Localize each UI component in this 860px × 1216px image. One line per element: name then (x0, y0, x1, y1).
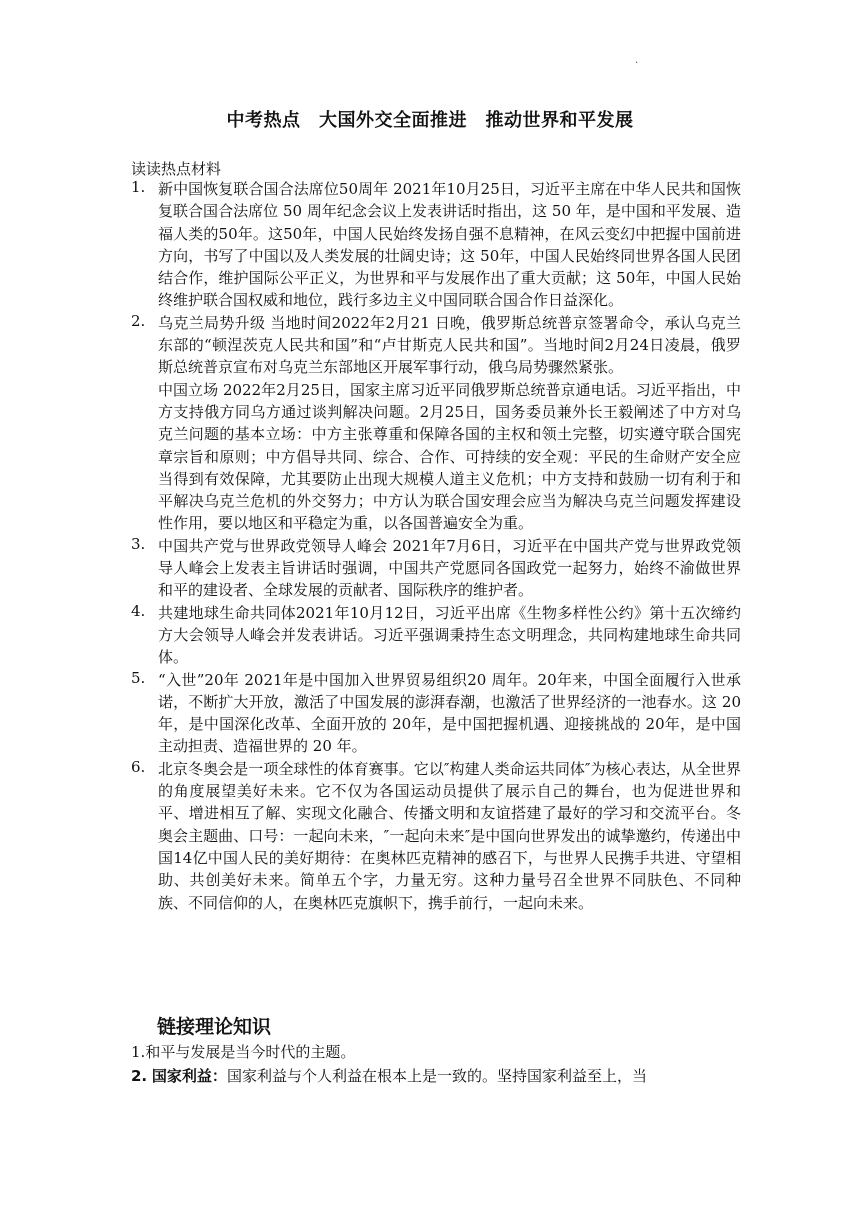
intro-heading: 读读热点材料 (131, 160, 222, 178)
item-paragraph: 共建地球生命共同体2021年10月12日，习近平出席《生物多样性公约》第十五次缔约方大会领导人峰会并发表讲话。习近平强调秉持生态文明理念，共同构建地球生命共同体。 (158, 603, 741, 667)
page-title: 中考热点 大国外交全面推进 推动世界和平发展 (226, 110, 634, 131)
item-number: 3. (131, 534, 146, 553)
item-number: 2. (131, 311, 146, 330)
item-number: 5. (131, 668, 146, 687)
item-paragraph: 中国共产党与世界政党领导人峰会 2021年7月6日，习近平在中国共产党与世界政党领导人峰会上发表主旨讲话时强调，中国共产党愿同各国政党一起努力，始终不渝做世界和平的建设者、全球发展的贡献者、国际秩序的维护者。 (158, 536, 741, 600)
list-item (131, 669, 741, 758)
item-number: 6. (131, 757, 146, 776)
corner-mark: · (635, 58, 639, 69)
theory-number: 1. (131, 1043, 146, 1061)
theory-item (131, 1064, 741, 1088)
list-item (131, 758, 741, 914)
list-item (131, 602, 741, 669)
item-number: 4. (131, 601, 146, 620)
theory-number: 2. (131, 1067, 148, 1085)
theory-item (131, 1040, 741, 1064)
theory-list (131, 1040, 741, 1088)
section-heading: 链接理论知识 (157, 1016, 272, 1038)
list-item (131, 312, 741, 535)
item-paragraph: 新中国恢复联合国合法席位50周年 2021年10月25日，习近平主席在中华人民共和国恢复联合国合法席位 50 周年纪念会议上发表讲话时指出，这 50 年，是中国和平发展、造福人类的50年。这50年，中国人民始终发扬自强不息精神，在风云变幻中把握中国前进方向，书写了中国以及人类发展的壮阔史诗；这 50年，中国人民始终同世界各国人民团结合作，维护国际公平正义，为世界和平与发展作出了重大贡献；这 50年，中国人民始终维护联合国权威和地位，践行多边主义中国同联合国合作日益深化。 (158, 180, 741, 310)
item-paragraph: 乌克兰局势升级 当地时间2022年2月21 日晚，俄罗斯总统普京签署命令，承认乌克兰东部的“顿涅茨克人民共和国”和“卢甘斯克人民共和国”。当地时间2月24日凌晨，俄罗斯总统普京宣布对乌克兰东部地区开展军事行动，俄乌局势骤然紧张。 (158, 313, 741, 377)
item-paragraph: “入世”20年 2021年是中国加入世界贸易组织20 周年。20年来，中国全面履行入世承诺，不断扩大开放，激活了中国发展的澎湃春潮，也激活了世界经济的一池春水。这 20年，是中国深化改革、全面开放的 20年，是中国把握机遇、迎接挑战的 20年，是中国主动担责、造福世界的 20 年。 (158, 670, 741, 756)
item-paragraph: 中国立场 2022年2月25日，国家主席习近平同俄罗斯总统普京通电话。习近平指出，中方支持俄方同乌方通过谈判解决问题。2月25日，国务委员兼外长王毅阐述了中方对乌克兰问题的基本立场：中方主张尊重和保障各国的主权和领土完整，切实遵守联合国宪章宗旨和原则；中方倡导共同、综合、合作、可持续的安全观：平民的生命财产安全应当得到有效保障，尤其要防止出现大规模人道主义危机；中方支持和鼓励一切有利于和平解决乌克兰危机的外交努力；中方认为联合国安理会应当为解决乌克兰问题发挥建设性作用，要以地区和平稳定为重，以各国普遍安全为重。 (158, 380, 741, 533)
theory-text: 和平与发展是当今时代的主题。 (145, 1043, 356, 1061)
item-number: 1. (131, 178, 146, 196)
item-paragraph: 北京冬奥会是一项全球性的体育赛事。它以″构建人类命运共同体″为核心表达，从全世界的角度展望美好未来。它不仅为各国运动员提供了展示自己的舞台，也为促进世界和平、增进相互了解、实现文化融合、传播文明和友谊搭建了最好的学习和交流平台。冬奥会主题曲、口号：一起向未来，″一起向未来″是中国向世界发出的诚挚邀约，传递出中国14亿中国人民的美好期待：在奥林匹克精神的感召下，与世界人民携手共进、守望相助、共创美好未来。简单五个字，力量无穷。这种力量号召全世界不同肤色、不同种族、不同信仰的人，在奥林匹克旗帜下，携手前行，一起向未来。 (158, 759, 741, 912)
theory-text: 国家利益与个人利益在根本上是一致的。坚持国家利益至上，当 (226, 1067, 647, 1085)
theory-term: 国家利益： (151, 1067, 227, 1085)
hotspot-list (131, 178, 741, 914)
list-item (131, 178, 741, 312)
list-item (131, 535, 741, 602)
